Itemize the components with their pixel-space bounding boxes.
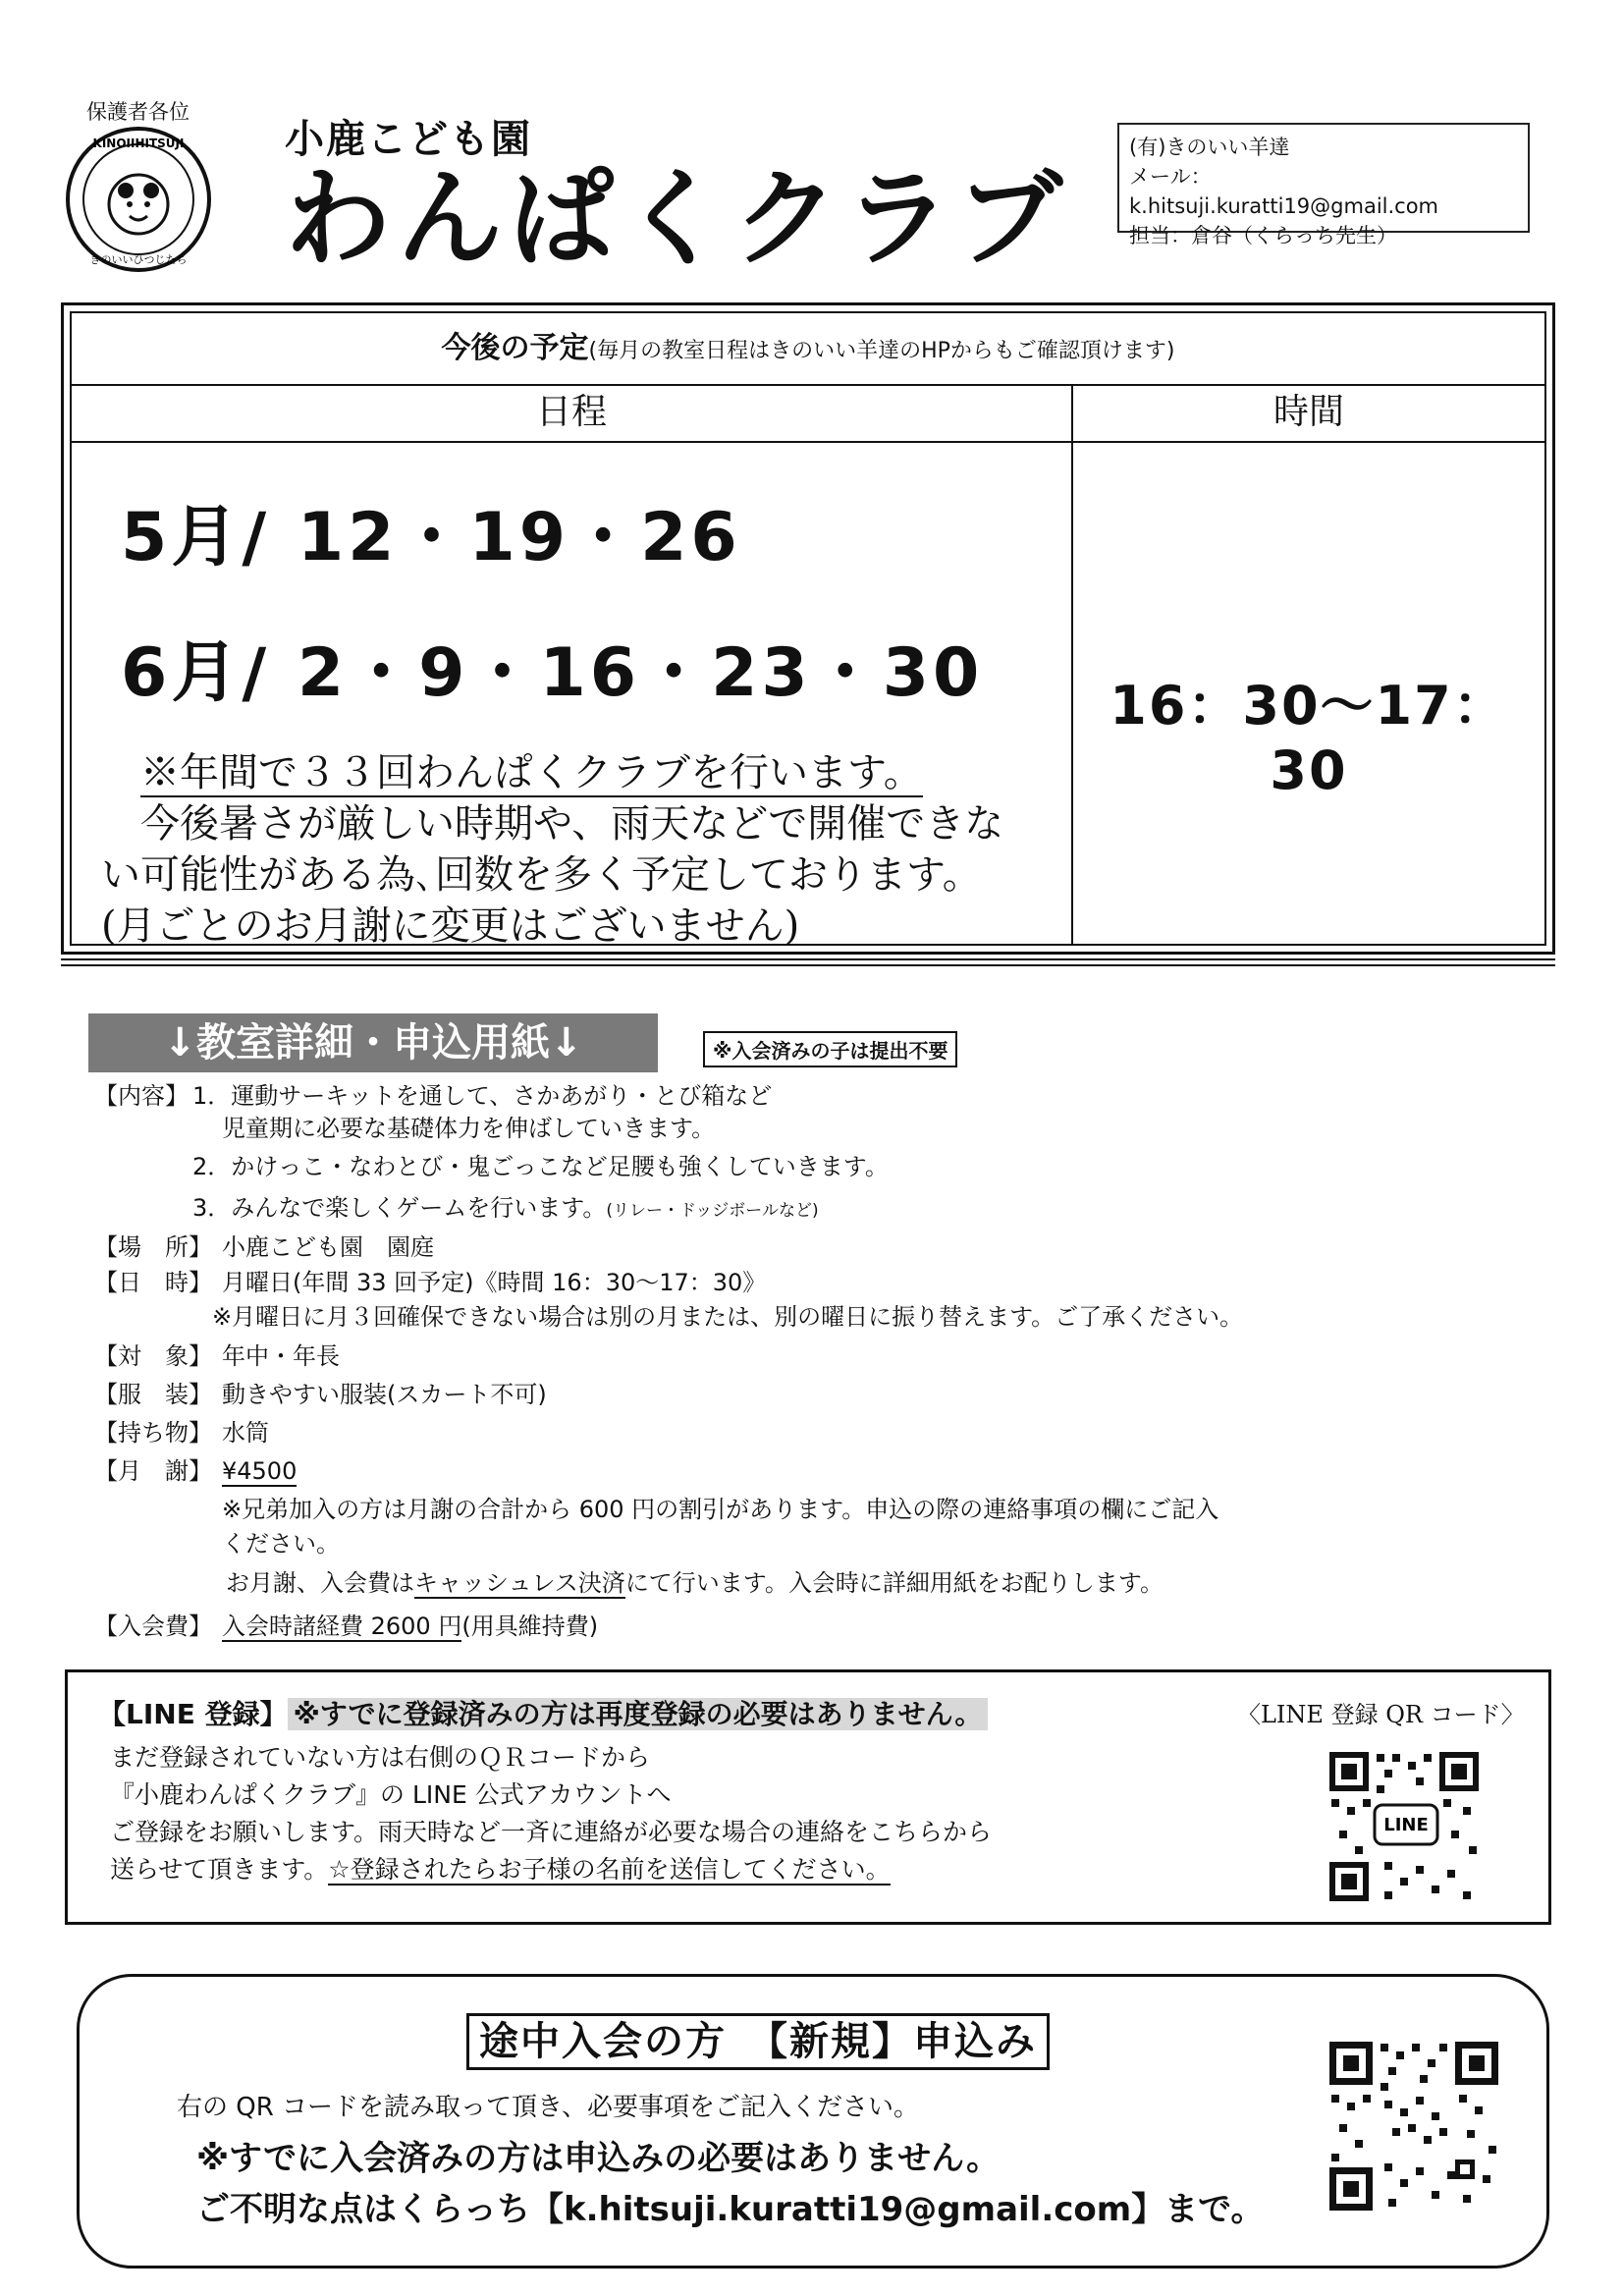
details-header: ↓教室詳細・申込用紙↓ [88, 1013, 658, 1072]
svg-text:きのいいひつじたち: きのいいひつじたち [89, 253, 188, 266]
contact-email: メール：k.hitsuji.kuratti19@gmail.com [1129, 165, 1439, 218]
schedule-may: 5月/ 12・19・26 [121, 499, 741, 576]
clothes-value: 動きやすい服装(スカート不可) [222, 1381, 547, 1408]
line-text-4b: ☆登録されたらお子様の名前を送信してください。 [328, 1855, 891, 1884]
schedule-time: 16：30〜17：30 [1110, 675, 1508, 801]
line-text-1: まだ登録されていない方は右側のＱＲコードから [110, 1743, 651, 1772]
items-label: 【持ち物】 [94, 1419, 212, 1447]
clothes-label: 【服 装】 [94, 1381, 212, 1408]
details-note: ※入会済みの子は提出不要 [703, 1031, 957, 1067]
content-label: 【内容】 [94, 1082, 189, 1110]
entry-fee-value: 入会時諸経費 2600 円 [222, 1613, 462, 1640]
apply-note: ※すでに入会済みの方は申込みの必要はありません。 [196, 2139, 1001, 2178]
fee-note-1: ※兄弟加入の方は月謝の合計から 600 円の割引があります。申込の際の連絡事項の欄にご記入 [222, 1496, 1219, 1523]
cashless-note: キャッシュレス決済 [414, 1569, 625, 1597]
contact-company: (有)きのいい羊達 [1129, 136, 1290, 159]
apply-contact: ご不明な点はくらっち【k.hitsuji.kuratti19@gmail.com】まで。 [196, 2190, 1265, 2229]
schedule-note-line-1: ※年間で３３回わんぱくクラブを行います。 [140, 750, 923, 795]
fee-note-2: ください。 [222, 1530, 340, 1558]
kindergarten-name: 小鹿こども園 [285, 117, 532, 162]
datetime-value: 月曜日(年間 33 回予定)《時間 16：30〜17：30》 [222, 1269, 767, 1296]
line-text-4a: 送らせて頂きます。 [110, 1855, 329, 1884]
fee-note-3a: お月謝、入会費は [226, 1569, 414, 1597]
schedule-caption-sub: (毎月の教室日程はきのいい羊達のHPからもご確認頂けます) [588, 339, 1175, 363]
content-item-1b: 児童期に必要な基礎体力を伸ばしていきます。 [222, 1115, 716, 1142]
target-value: 年中・年長 [222, 1342, 340, 1370]
fee-label: 【月 謝】 [94, 1457, 212, 1485]
fee-value: ¥4500 [222, 1457, 298, 1485]
schedule-june: 6月/ 2・9・16・23・30 [121, 634, 984, 712]
line-text-3: ご登録をお願いします。雨天時など一斉に連絡が必要な場合の連絡をこちらから [110, 1818, 993, 1846]
schedule-caption [72, 313, 1544, 386]
line-qr-code[interactable] [1326, 1748, 1483, 1905]
place-value: 小鹿こども園 園庭 [222, 1233, 434, 1261]
line-text-2: 『小鹿わんぱくクラブ』の LINE 公式アカウントへ [110, 1780, 672, 1809]
schedule-dates-cell [72, 443, 1073, 949]
content-item-3 [192, 1192, 819, 1228]
target-label: 【対 象】 [94, 1342, 212, 1370]
content-item-3-small: (リレー・ドッジボールなど) [606, 1201, 819, 1221]
schedule-note-line-2: 今後暑さが厳しい時期や、雨天などで開催できな [140, 801, 1004, 847]
fee-note-3 [226, 1567, 1164, 1600]
content-item-2: 2．かけっこ・なわとび・鬼ごっこなど足腰も強くしていきます。 [192, 1153, 889, 1180]
datetime-note: ※月曜日に月３回確保できない場合は別の月または、別の曜日に振り替えます。ご了承ください。 [212, 1303, 1244, 1331]
content-item-1: 1．運動サーキットを通して、さかあがり・とび箱など [192, 1082, 773, 1110]
contact-box [1117, 123, 1530, 247]
line-title-note: ※すでに登録済みの方は再度登録の必要はありません。 [288, 1698, 989, 1730]
schedule-table [61, 302, 1555, 955]
fee-note-3c: にて行います。入会時に詳細用紙をお配りします。 [624, 1569, 1164, 1597]
contact-person: 担当：倉谷（くらっち先生） [1129, 224, 1397, 247]
line-qr-label: 〈LINE 登録 QR コード〉 [1237, 1701, 1525, 1728]
line-text-4 [110, 1852, 891, 1887]
schedule-note-line-3: い可能性がある為､回数を多く予定しております。 [101, 852, 982, 898]
entry-fee-tail: (用具維持費) [461, 1613, 599, 1640]
datetime-label: 【日 時】 [94, 1269, 212, 1296]
content-item-3-text: 3．みんなで楽しくゲームを行います。 [192, 1194, 607, 1222]
schedule-time-cell [1073, 443, 1544, 944]
apply-qr-code[interactable] [1326, 2038, 1502, 2214]
entry-fee-label: 【入会費】 [94, 1613, 212, 1640]
items-value: 水筒 [222, 1419, 269, 1447]
divider-line [61, 958, 1555, 966]
apply-instruction: 右の QR コードを読み取って頂き、必要事項をご記入ください。 [177, 2093, 920, 2122]
line-qr-badge: LINE [1383, 1815, 1429, 1835]
place-label: 【場 所】 [94, 1233, 212, 1261]
svg-text:KINOIIHITSUJI: KINOIIHITSUJI [92, 137, 185, 150]
apply-title: 途中入会の方 【新規】申込み [466, 2013, 1050, 2070]
schedule-note [101, 747, 1003, 952]
club-title: わんぱくクラブ [285, 158, 1069, 281]
schedule-caption-main: 今後の予定 [441, 331, 589, 365]
line-register-title [98, 1693, 988, 1732]
schedule-note-line-4: (月ごとのお月謝に変更はございません) [101, 903, 800, 949]
to-parents-label: 保護者各位 [86, 100, 189, 124]
club-logo [65, 126, 212, 273]
column-header-time: 時間 [1073, 384, 1544, 443]
line-title-label: 【LINE 登録】 [98, 1698, 288, 1730]
column-header-date: 日程 [72, 384, 1073, 443]
entry-fee [222, 1611, 598, 1643]
